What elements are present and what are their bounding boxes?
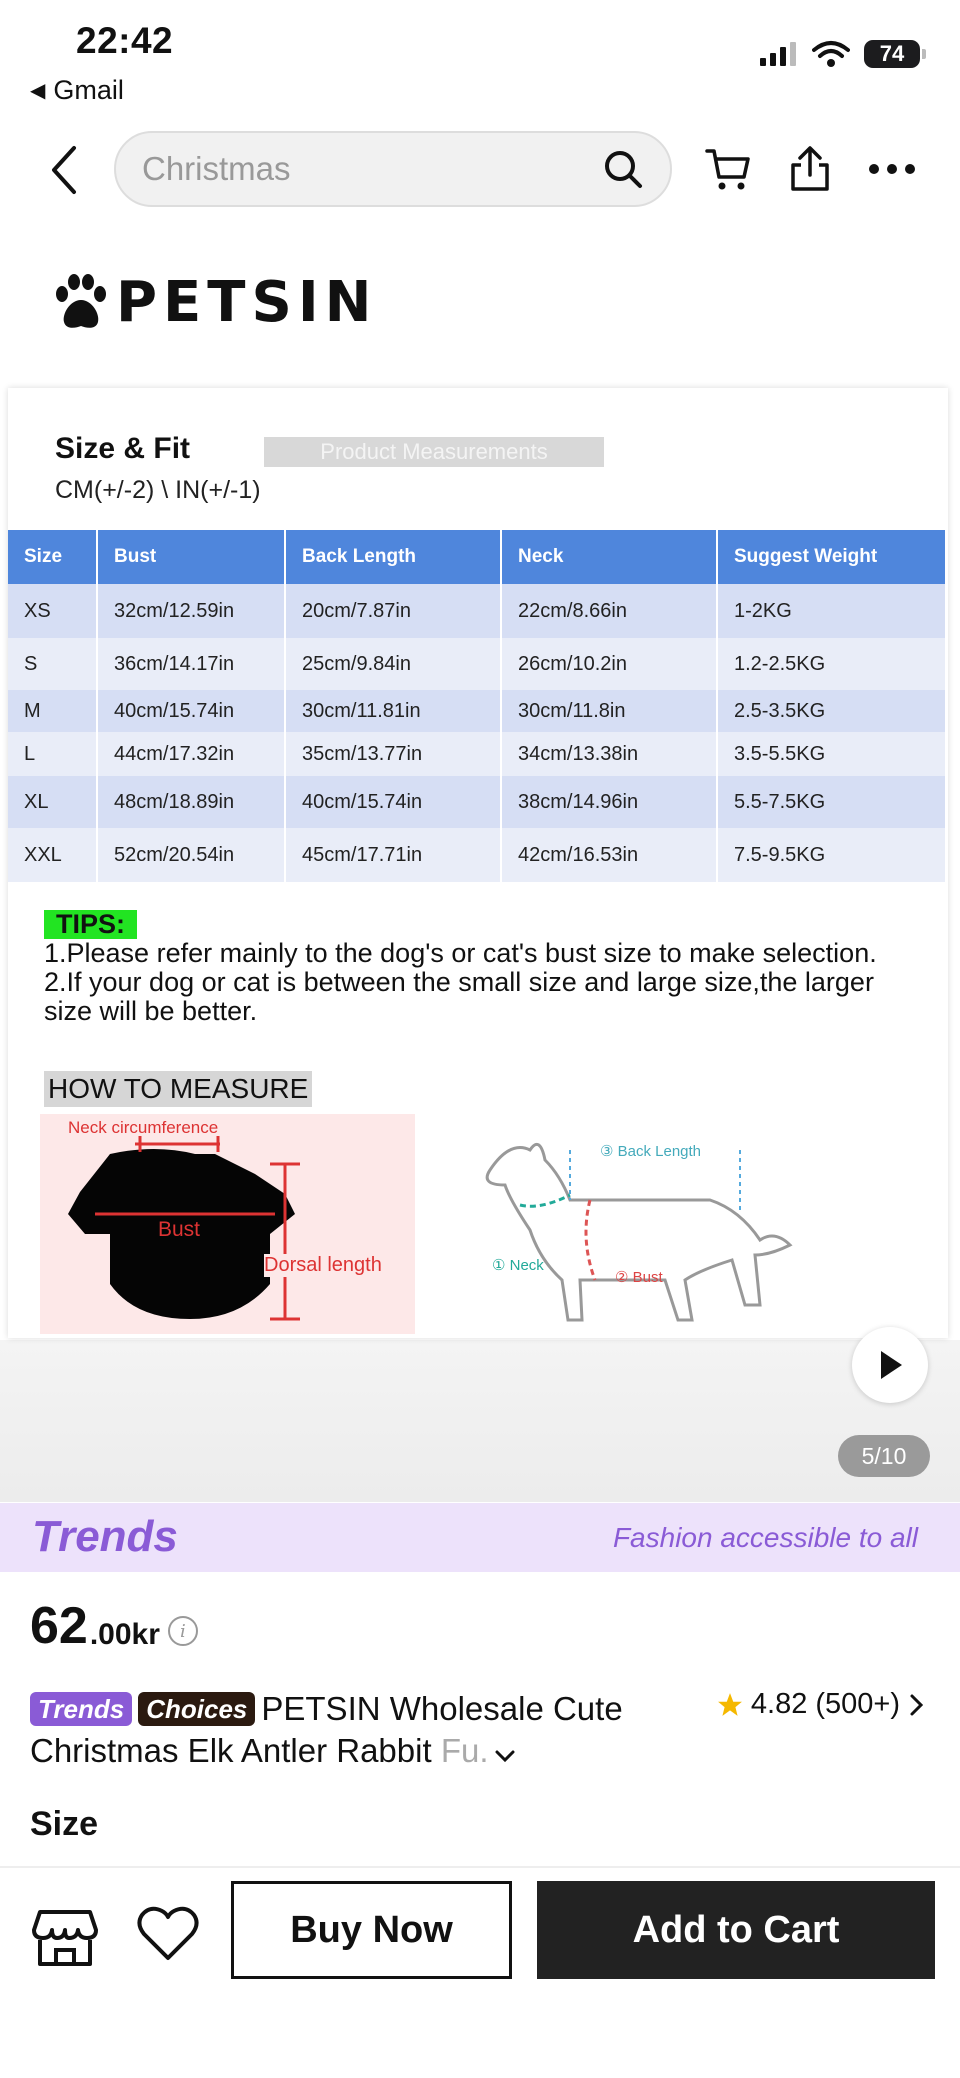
table-cell: 52cm/20.54in — [97, 828, 285, 882]
table-cell: 48cm/18.89in — [97, 776, 285, 828]
garment-shirt-icon — [40, 1114, 415, 1334]
trends-slogan: Fashion accessible to all — [612, 1522, 918, 1553]
table-cell: 36cm/14.17in — [97, 638, 285, 690]
table-cell: 45cm/17.71in — [285, 828, 501, 882]
table-row — [8, 732, 946, 776]
table-cell: XXL — [8, 828, 97, 882]
chevron-right-icon — [908, 1692, 926, 1718]
how-to-measure-heading: HOW TO MEASURE — [44, 1071, 312, 1107]
table-cell: XL — [8, 776, 97, 828]
table-row — [8, 776, 946, 828]
chevron-down-icon[interactable] — [493, 1746, 517, 1766]
table-cell: 35cm/13.77in — [285, 732, 501, 776]
product-title-text: PETSIN Wholesale Cute Christmas Elk Antler Rabbit — [30, 1690, 623, 1769]
buy-now-button[interactable]: Buy Now — [231, 1881, 512, 1979]
dog-back-length-label: ③ Back Length — [600, 1143, 702, 1160]
header-bust: Bust — [97, 530, 285, 584]
share-icon — [787, 145, 833, 193]
header-neck: Neck — [501, 530, 717, 584]
table-cell: 25cm/9.84in — [285, 638, 501, 690]
status-time: 22:42 — [76, 20, 174, 61]
info-icon[interactable]: i — [168, 1616, 198, 1646]
garment-measure-diagram — [40, 1114, 415, 1334]
trends-logo: Trends — [32, 1512, 178, 1561]
video-play-button[interactable] — [852, 1327, 928, 1403]
table-row — [8, 638, 946, 690]
bust-label: Bust — [158, 1218, 201, 1241]
dog-outline-icon — [470, 1130, 800, 1330]
rating-summary[interactable] — [717, 1688, 926, 1721]
size-fit-title: Size & Fit — [55, 432, 191, 465]
header-size: Size — [8, 530, 97, 584]
gallery-background — [0, 1340, 960, 1502]
table-cell: 44cm/17.32in — [97, 732, 285, 776]
table-cell: 1.2-2.5KG — [717, 638, 946, 690]
dog-bust-label: ② Bust — [615, 1269, 663, 1286]
table-cell: 34cm/13.38in — [501, 732, 717, 776]
table-cell: 42cm/16.53in — [501, 828, 717, 882]
dorsal-length-label: Dorsal length — [264, 1254, 382, 1276]
table-cell: S — [8, 638, 97, 690]
status-icons — [758, 40, 920, 68]
back-triangle-icon: ◀ — [30, 80, 46, 102]
price — [30, 1597, 198, 1655]
tips-block — [44, 910, 904, 1026]
star-icon — [717, 1692, 743, 1718]
back-to-app-link[interactable] — [30, 75, 124, 106]
tolerance-note: CM(+/-2) \ IN(+/-1) — [55, 476, 261, 504]
table-row — [8, 584, 946, 638]
size-section-label: Size — [30, 1805, 99, 1843]
table-cell: 5.5-7.5KG — [717, 776, 946, 828]
neck-circumference-label: Neck circumference — [68, 1118, 219, 1137]
table-cell: 20cm/7.87in — [285, 584, 501, 638]
header-suggest-weight: Suggest Weight — [717, 530, 946, 584]
table-row — [8, 828, 946, 882]
tip-1: 1.Please refer mainly to the dog's or cat's bust size to make selection. — [44, 938, 877, 968]
table-cell: 2.5-3.5KG — [717, 690, 946, 732]
brand-logo — [50, 270, 378, 335]
table-cell: L — [8, 732, 97, 776]
more-dots-icon — [868, 163, 916, 175]
price-decimal: .00kr — [89, 1618, 160, 1651]
share-button[interactable] — [784, 143, 836, 195]
bottom-bar-divider — [0, 1866, 960, 1868]
store-icon[interactable] — [30, 1900, 100, 1970]
dog-neck-label: ① Neck — [492, 1257, 544, 1274]
table-row — [8, 690, 946, 732]
wifi-icon — [812, 40, 850, 68]
table-cell: 30cm/11.81in — [285, 690, 501, 732]
cart-icon — [704, 145, 752, 193]
table-cell: 26cm/10.2in — [501, 638, 717, 690]
measurements-badge: Product Measurements — [264, 437, 604, 467]
brand-logo-text: PETSIN — [116, 270, 378, 335]
table-cell: 22cm/8.66in — [501, 584, 717, 638]
search-bar[interactable] — [114, 131, 672, 207]
more-button[interactable] — [866, 143, 918, 195]
dog-measure-diagram — [470, 1130, 800, 1330]
table-cell: 1-2KG — [717, 584, 946, 638]
search-icon[interactable] — [602, 148, 644, 190]
image-counter: 5/10 — [838, 1435, 930, 1477]
tips-label: TIPS: — [44, 910, 137, 939]
rating-value: 4.82 — [750, 1688, 808, 1720]
back-app-label: Gmail — [53, 75, 124, 105]
product-title-truncated: Fu. — [440, 1732, 489, 1769]
search-input[interactable]: Christmas — [142, 150, 291, 187]
table-cell: M — [8, 690, 97, 732]
play-icon — [875, 1348, 905, 1382]
table-cell: XS — [8, 584, 97, 638]
size-table-header — [8, 530, 946, 584]
size-table — [8, 530, 947, 882]
table-cell: 40cm/15.74in — [285, 776, 501, 828]
header-back-length: Back Length — [285, 530, 501, 584]
trends-tag: Trends — [30, 1692, 132, 1726]
product-title[interactable] — [30, 1688, 670, 1772]
cellular-signal-icon — [758, 40, 798, 68]
table-cell: 3.5-5.5KG — [717, 732, 946, 776]
heart-icon[interactable] — [136, 1902, 200, 1966]
paw-icon — [50, 272, 108, 334]
back-arrow-icon[interactable] — [44, 140, 84, 200]
table-cell: 30cm/11.8in — [501, 690, 717, 732]
review-count: (500+) — [815, 1688, 900, 1720]
battery-indicator: 74 — [864, 40, 920, 68]
price-integer: 62 — [30, 1597, 88, 1655]
table-cell: 40cm/15.74in — [97, 690, 285, 732]
cart-button[interactable] — [702, 143, 754, 195]
tip-2: 2.If your dog or cat is between the small size and large size,the larger size will be better. — [44, 967, 874, 1026]
add-to-cart-button[interactable]: Add to Cart — [537, 1881, 935, 1979]
table-cell: 32cm/12.59in — [97, 584, 285, 638]
choices-tag: Choices — [138, 1692, 255, 1726]
table-cell: 38cm/14.96in — [501, 776, 717, 828]
table-cell: 7.5-9.5KG — [717, 828, 946, 882]
